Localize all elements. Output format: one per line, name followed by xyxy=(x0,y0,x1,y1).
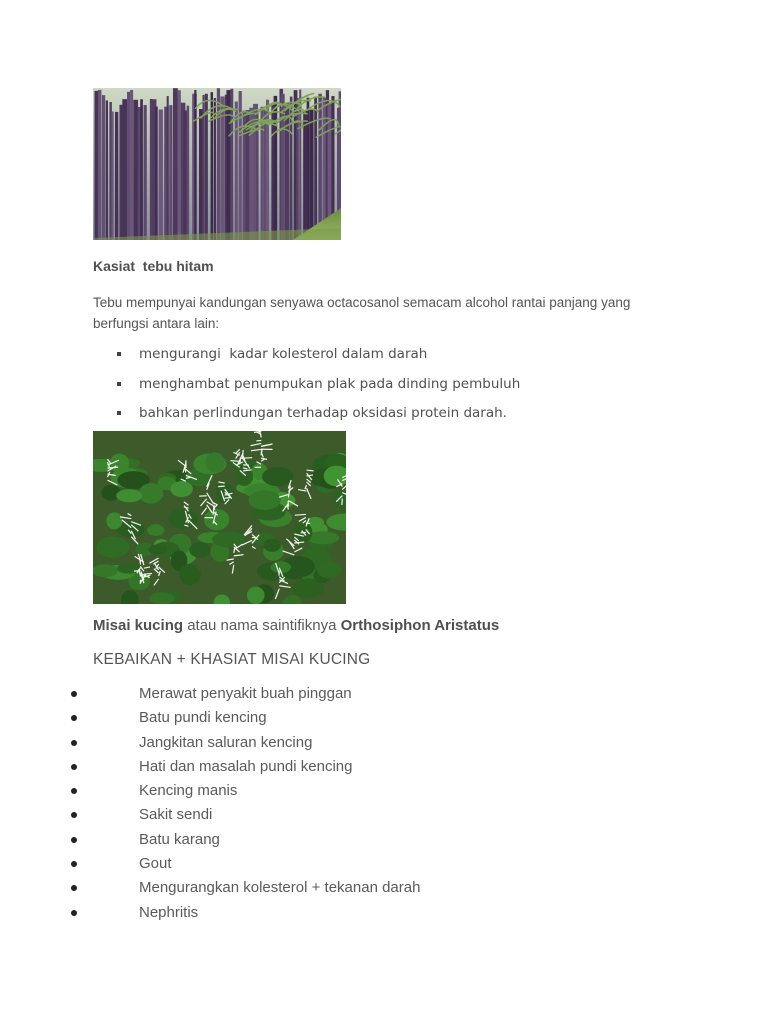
square-bullet-icon xyxy=(117,352,121,356)
bullet-dot-icon xyxy=(71,788,77,794)
list-item: Merawat penyakit buah pinggan xyxy=(0,684,600,708)
bullet-dot-icon xyxy=(71,740,77,746)
misai-kucing-title xyxy=(93,617,499,634)
misai-benefits-heading: KEBAIKAN + KHASIAT MISAI KUCING xyxy=(93,651,371,668)
bullet-dot-icon xyxy=(71,837,77,843)
list-item: Hati dan masalah pundi kencing xyxy=(0,757,600,781)
misai-kucing-image xyxy=(93,431,346,604)
bullet-dot-icon xyxy=(71,764,77,770)
tebu-heading: Kasiat tebu hitam xyxy=(93,258,214,274)
bullet-dot-icon xyxy=(71,910,77,916)
bullet-dot-icon xyxy=(71,691,77,697)
tebu-paragraph: Tebu mempunyai kandungan senyawa octacosanol semacam alcohol rantai panjang yang berfungsi antara lain: xyxy=(93,295,631,331)
list-item: Jangkitan saluran kencing xyxy=(0,733,600,757)
bullet-dot-icon xyxy=(71,885,77,891)
scientific-name: Orthosiphon Aristatus xyxy=(340,617,500,634)
list-item: bahkan perlindungan terhadap oksidasi protein darah. xyxy=(115,403,520,433)
bullet-dot-icon xyxy=(71,812,77,818)
list-item: Mengurangkan kolesterol + tekanan darah xyxy=(0,878,600,902)
square-bullet-icon xyxy=(117,411,121,415)
list-item: menghambat penumpukan plak pada dinding pembuluh xyxy=(115,374,520,404)
list-item: Gout xyxy=(0,854,600,878)
list-item: mengurangi kadar kolesterol dalam darah xyxy=(115,344,520,374)
sugar-cane-photo xyxy=(93,88,341,240)
list-item: Sakit sendi xyxy=(0,805,600,829)
misai-benefits-list xyxy=(0,684,600,927)
square-bullet-icon xyxy=(117,382,121,386)
bullet-dot-icon xyxy=(71,861,77,867)
list-item: Kencing manis xyxy=(0,781,600,805)
list-item: Batu karang xyxy=(0,830,600,854)
tebu-benefits-list xyxy=(115,344,520,433)
list-item: Batu pundi kencing xyxy=(0,708,600,732)
list-item: Nephritis xyxy=(0,903,600,927)
connector-text: atau nama saintifiknya xyxy=(183,617,341,634)
sugar-cane-image xyxy=(93,88,341,240)
bullet-dot-icon xyxy=(71,715,77,721)
plant-name: Misai kucing xyxy=(93,617,184,634)
misai-kucing-photo xyxy=(93,431,346,604)
